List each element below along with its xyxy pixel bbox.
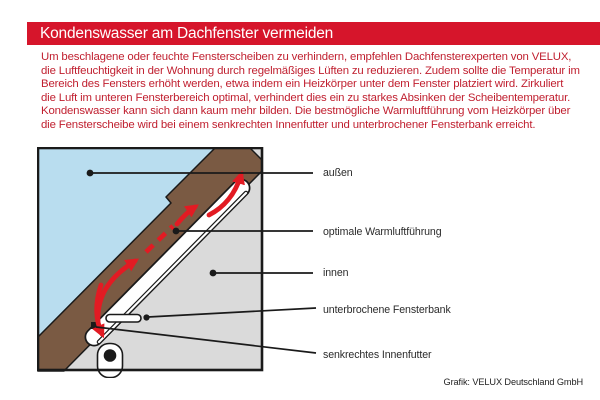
diagram-label-aussen: außen (323, 167, 353, 179)
credit-text: Grafik: VELUX Deutschland GmbH (443, 377, 583, 387)
diagram-label-innenfutter: senkrechtes Innenfutter (323, 349, 432, 361)
roof-window-diagram (37, 147, 320, 378)
page-title: Kondenswasser am Dachfenster vermeiden (40, 25, 334, 42)
diagram-label-warmluftfuehrung: optimale Warmluftführung (323, 226, 442, 238)
window-sill (106, 315, 141, 323)
intro-paragraph: Um beschlagene oder feuchte Fensterscheiben zu verhindern, empfehlen Dachfensterexperten von VELUX, die Luftfeuchtigkeit in der Wohnung durch regelmäßiges Lüften zu reduzieren. Zudem sollte die Temperatur im Bereich des Fensters erhöht werden, etwa indem ein Heizkörper unter dem Fenster platziert wird. Zirkuliert die Luft im unteren Fensterbereich optimal, verhindert dies ein zu starkes Absinken der Scheibentemperatur. Kondenswasser kann sich dann kaum mehr bilden. Die bestmögliche Warmluftführung vom Heizkörper über die Fensterscheibe wird bei einem senkrechten Innenfutter und unterbrochener Fensterbank erreicht. (41, 51, 580, 131)
title-bar (27, 22, 600, 45)
radiator (98, 344, 123, 378)
diagram-label-fensterbank: unterbrochene Fensterbank (323, 304, 451, 316)
diagram-label-innen: innen (323, 267, 349, 279)
